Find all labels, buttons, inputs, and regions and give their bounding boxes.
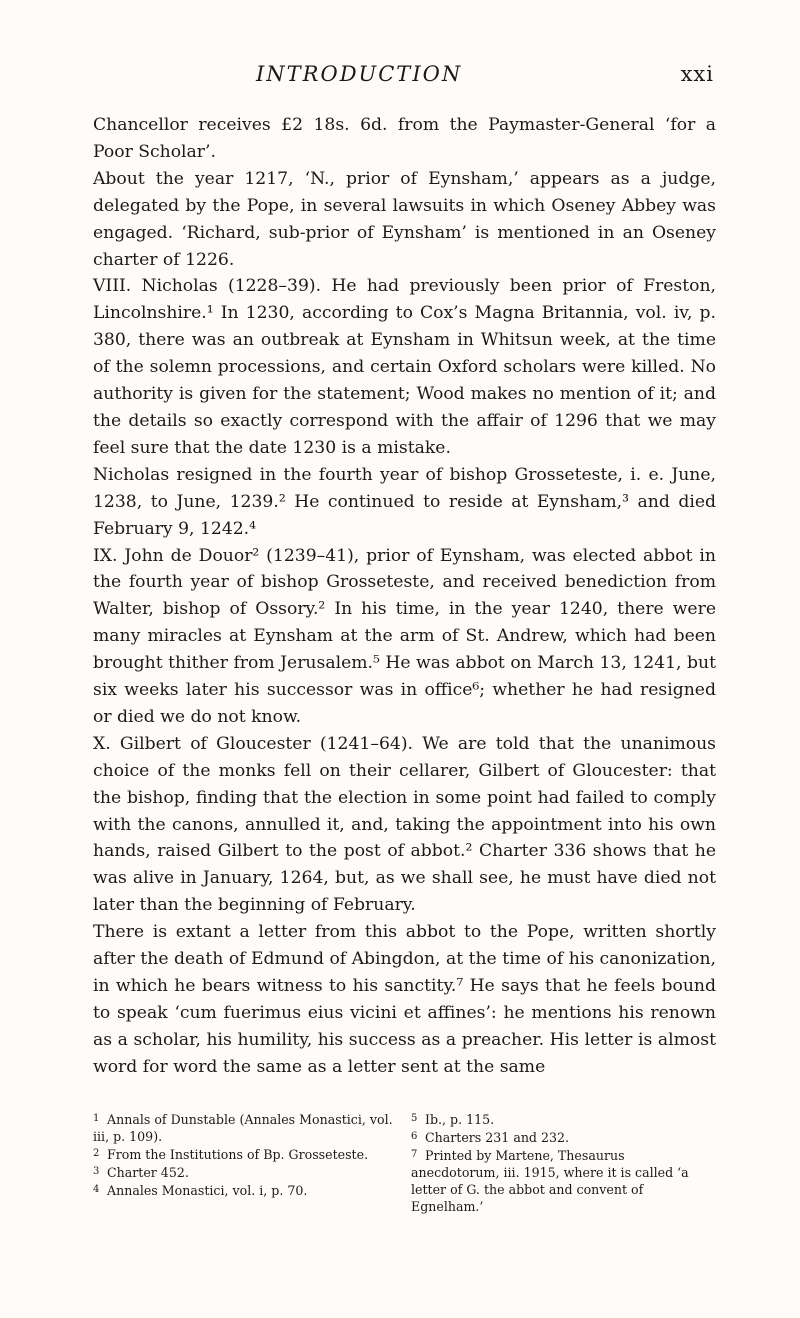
footnote: 7 Printed by Martene, Thesaurus anecdotorum, iii. 1915, where it is called ‘a letter of G. the abbot and convent of Egnelham.’ (411, 1148, 689, 1214)
footnotes-right-column (411, 1110, 716, 1215)
footnote: 4 Annales Monastici, vol. i, p. 70. (93, 1183, 308, 1198)
footnote: 1 Annals of Dunstable (Annales Monastici, vol. iii, p. 109). (93, 1112, 393, 1144)
footnote: 6 Charters 231 and 232. (411, 1130, 570, 1145)
footnote: 2 From the Institutions of Bp. Grosseteste. (93, 1147, 369, 1162)
running-head-title: INTRODUCTION (256, 62, 463, 86)
footnotes-left-column (93, 1110, 398, 1215)
paragraph: Nicholas resigned in the fourth year of bishop Grosseteste, i. e. June, 1238, to June, 1239.² He continued to reside at Eynsham,³ and died February 9, 1242.⁴ (93, 464, 716, 539)
paragraph: Chancellor receives £2 18s. 6d. from the Paymaster-General ‘for a Poor Scholar’. (93, 115, 716, 162)
paragraph: VIII. Nicholas (1228–39). He had previously been prior of Freston, Lincolnshire.¹ In 1230, according to Cox’s Magna Britannia, vol. iv, p. 380, there was an outbreak at Eynsham in Whitsun week, at the time of the solemn processions, and certain Oxford scholars were killed. No authority is given for the statement; Wood makes no mention of it; and the details so exactly correspond with the affair of 1296 that we may feel sure that the date 1230 is a mistake. (93, 276, 716, 458)
footnote: 5 Ib., p. 115. (411, 1112, 495, 1127)
paragraph: IX. John de Douor² (1239–41), prior of Eynsham, was elected abbot in the fourth year of bishop Grosseteste, and received benediction from Walter, bishop of Ossory.² In his time, in the year 1240, there were many miracles at Eynsham at the arm of St. Andrew, which had been brought thither from Jerusalem.⁵ He was abbot on March 13, 1241, but six weeks later his successor was in office⁶; whether he had resigned or died we do not know. (93, 545, 716, 727)
paragraph: About the year 1217, ‘N., prior of Eynsham,’ appears as a judge, delegated by the Pope, in several lawsuits in which Oseney Abbey was engaged. ‘Richard, sub-prior of Eynsham’ is mentioned in an Oseney charter of 1226. (93, 168, 716, 270)
footnotes (93, 1110, 716, 1215)
page-number: xxi (680, 62, 714, 86)
paragraph: X. Gilbert of Gloucester (1241–64). We are told that the unanimous choice of the monks fell on their cellarer, Gilbert of Gloucester: that the bishop, finding that the election in some point had failed to comply with the canons, annulled it, and, taking the appointment into his own hands, raised Gilbert to the post of abbot.² Charter 336 shows that he was alive in January, 1264, but, as we shall see, he must have died not later than the beginning of February. (93, 733, 716, 916)
paragraph: There is extant a letter from this abbot to the Pope, written shortly after the death of Edmund of Abingdon, at the time of his canonization, in which he bears witness to his sanctity.⁷ He says that he feels bound to speak ‘cum fuerimus eius vicini et affines’: he mentions his renown as a scholar, his humility, his success as a preacher. His letter is almost word for word the same as a letter sent at the same (93, 922, 716, 1077)
footnote: 3 Charter 452. (93, 1165, 189, 1180)
running-head (0, 62, 800, 92)
body-text (93, 112, 716, 1081)
